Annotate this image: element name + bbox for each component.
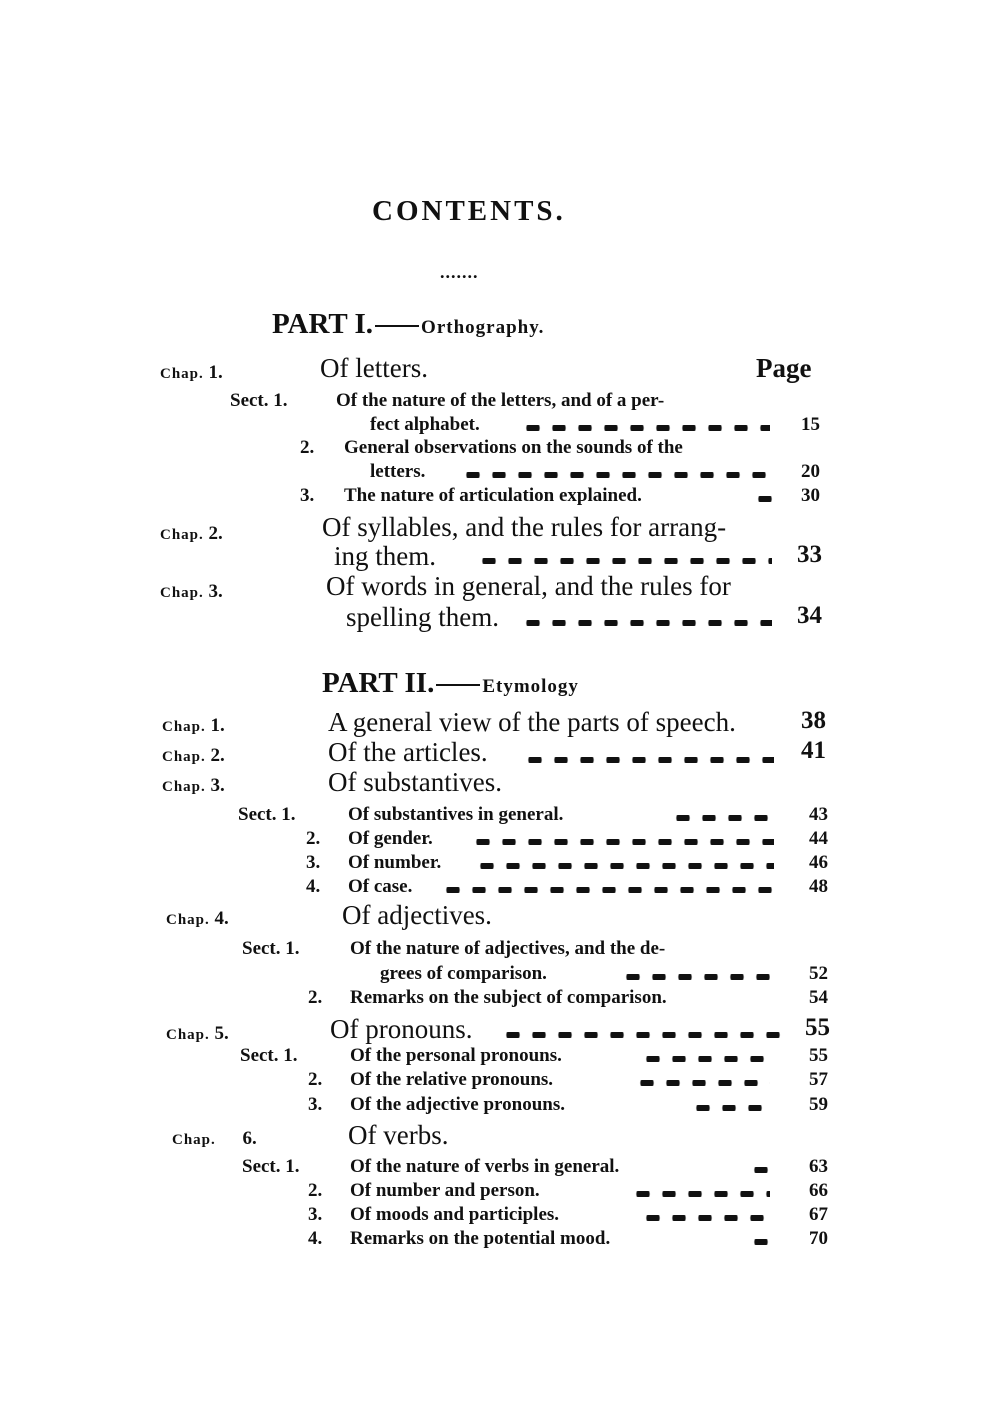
section-title: Of the adjective pronouns.	[350, 1094, 565, 1115]
page-number: 63	[809, 1156, 828, 1177]
dot-leader	[690, 1105, 770, 1111]
chapter-title: Of the articles.	[328, 737, 488, 767]
page-number: 20	[801, 461, 820, 482]
section-label: Sect. 1.	[230, 390, 288, 411]
section-number: 3.	[308, 1204, 323, 1225]
chapter-title: Of adjectives.	[342, 900, 492, 930]
chap-label: Chap. 3.	[162, 775, 225, 796]
dot-leader	[460, 472, 770, 478]
part2-subject: Etymology	[482, 676, 579, 697]
page-number: 66	[809, 1180, 828, 1201]
section-label: Sect. 1.	[240, 1045, 298, 1066]
chapter-title-line1: Of syllables, and the rules for arrang-	[322, 512, 727, 542]
chapter-title-line1: Of words in general, and the rules for	[326, 571, 731, 601]
section-number: 2.	[308, 1180, 323, 1201]
section-title: Of the relative pronouns.	[350, 1069, 554, 1090]
section-label: Sect. 1.	[242, 938, 300, 959]
chapter-title: Of pronouns.	[330, 1014, 473, 1044]
dot-leader	[752, 496, 774, 502]
chap-label: Chap. 6.	[172, 1128, 257, 1149]
section-title: Of moods and participles.	[350, 1204, 560, 1225]
page-number: 54	[809, 987, 828, 1008]
section-title: Of gender.	[348, 828, 433, 849]
section-number: 2.	[306, 828, 321, 849]
page-column-header: Page	[756, 353, 812, 383]
part2-heading	[322, 667, 579, 700]
section-number: 4.	[308, 1228, 323, 1249]
chap-label: Chap. 2.	[160, 523, 223, 544]
dot-leader	[630, 1191, 770, 1197]
page-number: 48	[809, 876, 828, 897]
section-title: The nature of articulation explained.	[344, 485, 642, 506]
page-number: 55	[809, 1045, 828, 1066]
section-number: 2.	[300, 437, 315, 458]
section-title-line1: General observations on the sounds of the	[344, 437, 683, 458]
dot-leader	[634, 1080, 770, 1086]
chap-label: Chap. 1.	[162, 715, 225, 736]
dot-leader	[640, 1215, 770, 1221]
section-title: Of number and person.	[350, 1180, 540, 1201]
dot-leader	[748, 1239, 770, 1245]
section-title: Of number.	[348, 852, 442, 873]
section-title-line1: Of the nature of the letters, and of a per-	[336, 390, 665, 411]
dot-leader	[670, 815, 774, 821]
chap-label: Chap. 5.	[166, 1023, 229, 1044]
page-title: CONTENTS.	[372, 195, 566, 227]
dot-leader	[748, 1167, 772, 1173]
section-title-line2: grees of comparison.	[380, 963, 547, 984]
dot-leader	[474, 863, 774, 869]
section-title-line1: Of the nature of adjectives, and the de-	[350, 938, 666, 959]
part1-heading	[272, 308, 544, 341]
dot-leader	[640, 1056, 770, 1062]
section-title: Of the nature of verbs in general.	[350, 1156, 620, 1177]
section-label: Sect. 1.	[242, 1156, 300, 1177]
section-title-line2: fect alphabet.	[370, 414, 480, 435]
chap-label: Chap. 2.	[162, 745, 225, 766]
section-number: 2.	[308, 987, 323, 1008]
dot-leader	[520, 425, 770, 431]
page-number: 30	[801, 485, 820, 506]
section-title: Remarks on the subject of comparison.	[350, 987, 667, 1008]
section-title-line2: letters.	[370, 461, 426, 482]
chapter-title: Of substantives.	[328, 767, 502, 797]
section-number: 3.	[300, 485, 315, 506]
part1-rule	[375, 325, 419, 327]
dot-leader	[500, 1032, 790, 1038]
page-number: 33	[797, 541, 822, 568]
section-title: Remarks on the potential mood.	[350, 1228, 611, 1249]
chapter-title: Of letters.	[320, 353, 428, 383]
section-number: 3.	[306, 852, 321, 873]
page-number: 67	[809, 1204, 828, 1225]
title-ornament: .......	[440, 262, 479, 282]
page-number: 46	[809, 852, 828, 873]
page-number: 34	[797, 602, 822, 629]
page-number: 59	[809, 1094, 828, 1115]
dot-leader	[440, 887, 774, 893]
page-number: 52	[809, 963, 828, 984]
chap-label: Chap. 3.	[160, 581, 223, 602]
chapter-title-line2: ing them.	[334, 541, 436, 571]
part1-subject: Orthography.	[421, 317, 545, 338]
page-number: 55	[805, 1014, 830, 1041]
page-number: 57	[809, 1069, 828, 1090]
chapter-title-line2: spelling them.	[346, 602, 499, 632]
chap-label: Chap. 1.	[160, 362, 223, 383]
section-number: 2.	[308, 1069, 323, 1090]
chapter-title: A general view of the parts of speech.	[328, 707, 736, 737]
dot-leader	[620, 974, 770, 980]
section-title: Of substantives in general.	[348, 804, 564, 825]
part2-label: PART II.	[322, 667, 435, 699]
page-number: 15	[801, 414, 820, 435]
page-number: 38	[801, 707, 826, 734]
section-number: 3.	[308, 1094, 323, 1115]
page-number: 43	[809, 804, 828, 825]
dot-leader	[522, 757, 774, 763]
section-number: 4.	[306, 876, 321, 897]
page-number: 44	[809, 828, 828, 849]
part1-label: PART I.	[272, 308, 374, 340]
section-title: Of case.	[348, 876, 413, 897]
dot-leader	[476, 558, 772, 564]
chap-label: Chap. 4.	[166, 908, 229, 929]
section-title: Of the personal pronouns.	[350, 1045, 562, 1066]
part2-rule	[436, 684, 480, 686]
dot-leader	[520, 620, 772, 626]
page-number: 70	[809, 1228, 828, 1249]
section-label: Sect. 1.	[238, 804, 296, 825]
page-number: 41	[801, 737, 826, 764]
dot-leader	[470, 839, 774, 845]
chapter-title: Of verbs.	[348, 1120, 449, 1150]
